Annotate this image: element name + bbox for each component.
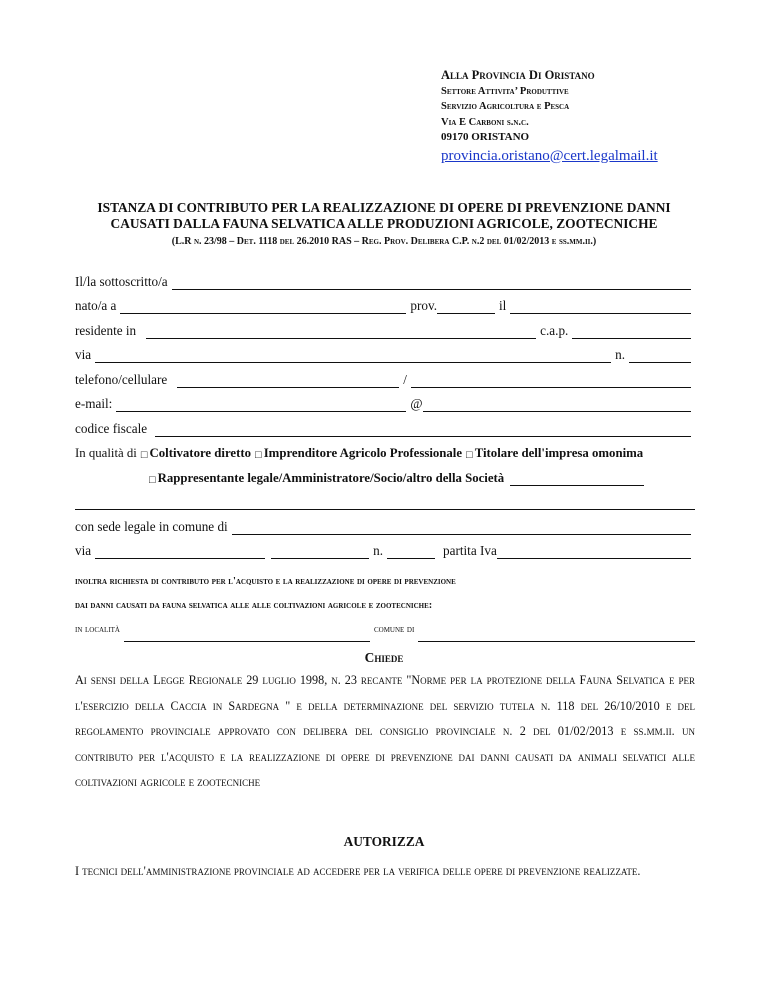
- option-rappresentante: Rappresentante legale/Amministratore/Socio/altro della Società: [157, 470, 505, 485]
- chiede-heading: Chiede: [364, 650, 404, 665]
- field-sede-comune[interactable]: [232, 520, 691, 535]
- recipient-line-3: Servizio Agricoltura e Pesca: [441, 101, 570, 112]
- label-localita: in località: [75, 624, 120, 635]
- label-n-sede: n.: [373, 543, 384, 558]
- row-rappresentante: [75, 461, 695, 486]
- field-residente[interactable]: [146, 324, 536, 339]
- recipient-line-2: Settore Attivita’ Produttive: [441, 85, 569, 97]
- field-civico-sede[interactable]: [387, 544, 435, 559]
- label-slash: /: [403, 371, 407, 387]
- document-title: [60, 200, 708, 250]
- field-cellulare[interactable]: [411, 373, 691, 388]
- autorizza-paragraph: I tecnici dell'amministrazione provinciale ad accedere per la verifica delle opere di prevenzione realizzate.: [75, 864, 641, 878]
- label-telefono: telefono/cellulare: [75, 371, 168, 387]
- row-qualita: [75, 437, 695, 462]
- row-email: [75, 388, 695, 413]
- field-luogo-nascita[interactable]: [120, 299, 406, 314]
- field-cap[interactable]: [572, 324, 691, 339]
- label-codice-fiscale: codice fiscale: [75, 420, 148, 436]
- recipient-line-5: 09170 ORISTANO: [441, 131, 530, 143]
- option-coltivatore: Coltivatore diretto: [149, 446, 252, 460]
- label-sede: con sede legale in comune di: [75, 518, 228, 534]
- field-sottoscritto[interactable]: [172, 275, 691, 290]
- chiede-paragraph: Ai sensi della Legge Regionale 29 luglio 1998, n. 23 recante "Norme per la protezione della Fauna Selvatica e per l'esercizio della Caccia in Sardegna " e della determinazione del servizio tutela n. 118 del 26/10/2010 e del regolamento provinciale approvato con delibera del consiglio provinciale n. 2 del 01/02/2013 e ss.mm.ii. un contributo per l'acquisto e la realizzazione di opere di prevenzione dai danni causati da animali selvatici alle coltivazioni agricole e zootecniche: [75, 673, 695, 789]
- row-telefono: [75, 363, 695, 388]
- checkbox-rappresentante[interactable]: □: [149, 473, 156, 486]
- field-localita[interactable]: [124, 629, 370, 642]
- label-via: via: [75, 347, 92, 362]
- field-societa-continued[interactable]: [75, 495, 695, 510]
- recipient-email-link[interactable]: provincia.oristano@cert.legalmail.it: [441, 147, 658, 164]
- row-codice-fiscale: [75, 412, 695, 437]
- request-line-1: inoltra richiesta di contributo per l'acquisto e la realizzazione di opere di prevenzione: [75, 576, 456, 587]
- option-iap: Imprenditore Agricolo Professionale: [263, 446, 463, 460]
- field-via[interactable]: [95, 348, 611, 363]
- field-via-sede-2[interactable]: [271, 544, 369, 559]
- title-line-1: ISTANZA DI CONTRIBUTO PER LA REALIZZAZIONE DI OPERE DI PREVENZIONE DANNI: [97, 200, 671, 215]
- field-data-nascita[interactable]: [510, 299, 691, 314]
- row-sottoscritto: [75, 265, 695, 290]
- label-sottoscritto: Il/la sottoscritto/a: [75, 273, 168, 289]
- field-email-user[interactable]: [116, 397, 406, 412]
- request-section: [75, 570, 695, 642]
- title-line-2: CAUSATI DALLA FAUNA SELVATICA ALLE PRODUZIONI AGRICOLE, ZOOTECNICHE: [110, 216, 658, 231]
- request-location-row: [75, 618, 695, 642]
- row-via-sede: [75, 535, 695, 560]
- label-cap: c.a.p.: [540, 322, 569, 338]
- field-via-sede[interactable]: [95, 544, 265, 559]
- autorizza-heading: AUTORIZZA: [343, 834, 425, 849]
- label-piva: partita Iva: [443, 543, 497, 558]
- row-via: [75, 339, 695, 364]
- label-n: n.: [615, 347, 625, 362]
- field-prov[interactable]: [437, 299, 495, 314]
- label-il: il: [499, 298, 507, 313]
- request-line-2: dai danni causati da fauna selvatica alle alle coltivazioni agricole e zootecniche:: [75, 600, 433, 611]
- row-residente: [75, 314, 695, 339]
- row-sede: [75, 510, 695, 535]
- title-legal-reference: (L.R n. 23/98 – Det. 1118 del 26.2010 RAS – Reg. Prov. Delibera C.P. n.2 del 01/02/2013 e ss.mm.ii.): [171, 236, 597, 247]
- label-via-sede: via: [75, 543, 92, 558]
- recipient-line-4: Via E Carboni s.n.c.: [441, 116, 529, 128]
- row-blank-line: [75, 486, 695, 511]
- applicant-form: [75, 265, 695, 559]
- label-residente: residente in: [75, 322, 137, 338]
- label-prov: prov.: [410, 298, 437, 313]
- field-comune[interactable]: [418, 629, 695, 642]
- field-email-domain[interactable]: [423, 397, 691, 412]
- field-telefono[interactable]: [177, 373, 399, 388]
- checkbox-iap[interactable]: □: [255, 449, 262, 461]
- checkbox-titolare[interactable]: □: [466, 449, 473, 461]
- row-nato: [75, 290, 695, 315]
- field-societa[interactable]: [510, 471, 644, 486]
- label-comune: comune di: [373, 624, 415, 635]
- checkbox-coltivatore[interactable]: □: [140, 449, 148, 461]
- field-civico[interactable]: [629, 348, 691, 363]
- label-nato: nato/a a: [75, 298, 117, 313]
- option-titolare: Titolare dell'impresa omonima: [474, 446, 644, 460]
- label-email: e-mail:: [75, 396, 113, 411]
- field-codice-fiscale[interactable]: [155, 422, 691, 437]
- recipient-line-1: Alla Provincia Di Oristano: [441, 68, 595, 82]
- label-qualita: In qualità di: [75, 446, 137, 460]
- label-at: @: [410, 396, 423, 411]
- recipient-block: [441, 68, 658, 166]
- field-piva[interactable]: [497, 544, 691, 559]
